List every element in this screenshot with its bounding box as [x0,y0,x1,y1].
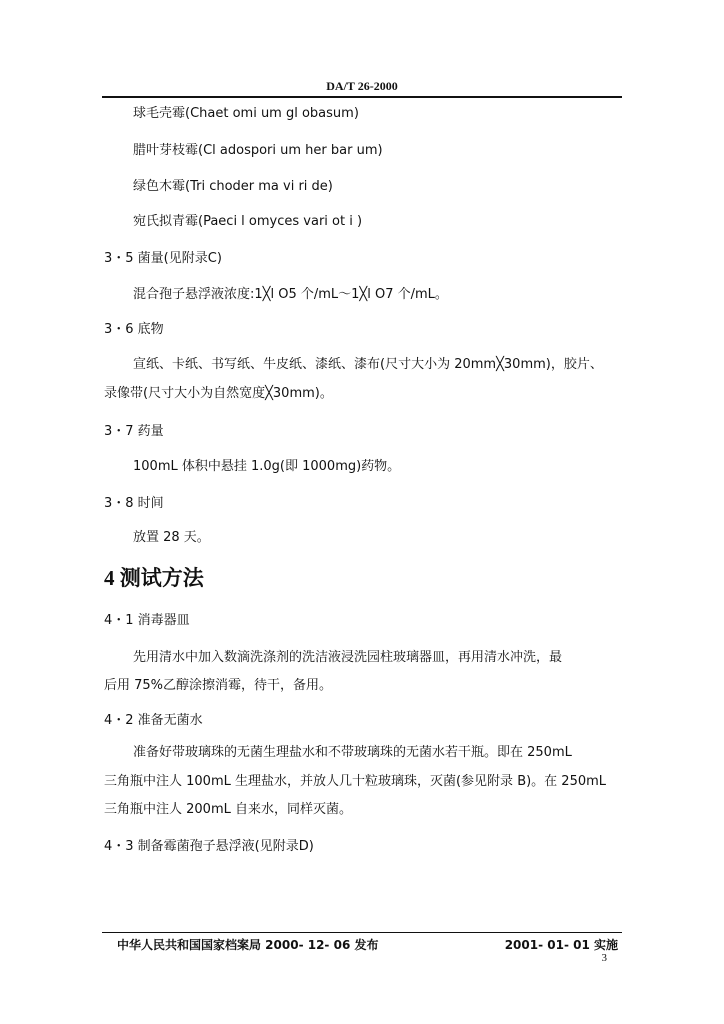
fungus-trichoderma: 绿色木霉(Tri choder ma vi ri de) [133,179,333,194]
text-4-2-line1: 准备好带玻璃珠的无菌生理盐水和不带玻璃珠的无菌水若干瓶。即在 250mL [133,745,572,760]
text-4-1-line2: 后用 75%乙醇涂擦消霉，待干，备用。 [104,678,333,693]
text-3-7: 100mL 体积中悬挂 1.0g(即 1000mg)药物。 [133,459,401,474]
text-4-2-line2: 三角瓶中注人 100mL 生理盐水，并放人几十粒玻璃珠，灭菌(参见附录 B)。在 250mL [104,774,607,789]
text-3-8: 放置 28 天。 [133,530,210,545]
heading-4-2: 4・2 准备无菌水 [104,713,203,728]
heading-3-5: 3・5 菌量(见附录C) [104,251,222,266]
heading-3-6: 3・6 底物 [104,322,164,337]
effective-date: 2001- 01- 01 实施 [504,938,618,952]
heading-3-7: 3・7 药量 [104,424,164,439]
header-rule [102,96,622,98]
text-3-6-line2: 录像带(尺寸大小为自然宽度╳30mm)。 [104,386,333,401]
heading-3-8: 3・8 时间 [104,496,164,511]
page-number: 3 [601,952,607,964]
footer-rule [102,932,622,933]
section-4-title: 4 测试方法 [104,566,204,590]
issuer-line: 中华人民共和国国家档案局 2000- 12- 06 发布 [117,938,379,952]
text-3-6-line1: 宣纸、卡纸、书写纸、牛皮纸、漆纸、漆布(尺寸大小为 20mm╳30mm)，胶片、 [133,357,603,372]
text-3-5: 混合孢子悬浮液浓度:1╳l O5 个/mL～1╳l O7 个/mL。 [133,287,448,302]
standard-code: DA/T 26-2000 [326,79,398,93]
text-4-2-line3: 三角瓶中注人 200mL 自来水，同样灭菌。 [104,802,352,817]
heading-4-3: 4・3 制备霉菌孢子悬浮液(见附录D) [104,839,314,854]
fungus-chaetomium: 球毛壳霉(Chaet omi um gl obasum) [133,106,359,121]
heading-4-1: 4・1 消毒器皿 [104,613,190,628]
text-4-1-line1: 先用清水中加入数滴洗涤剂的洗洁液浸洗园柱玻璃器皿，再用清水冲洗，最 [133,650,563,665]
fungus-paecilomyces: 宛氏拟青霉(Paeci l omyces vari ot i ) [133,214,363,229]
fungus-cladosporium: 腊叶芽枝霉(Cl adospori um her bar um) [133,143,383,158]
